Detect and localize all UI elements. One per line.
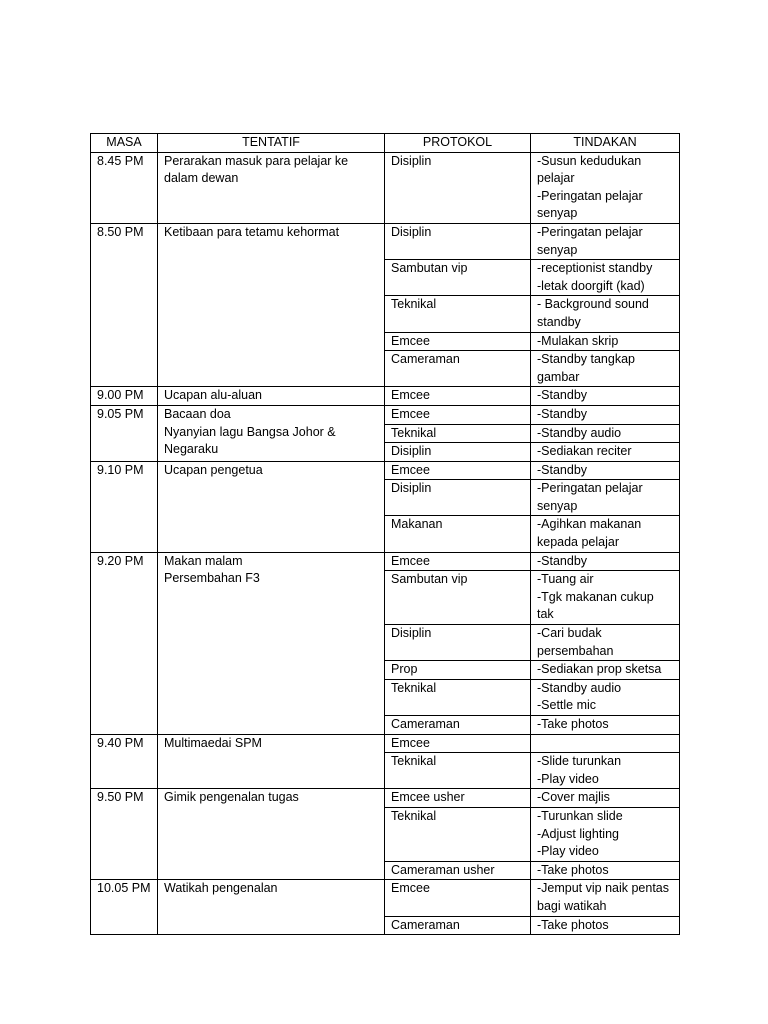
- tindakan-line: -Cari budak: [537, 626, 602, 641]
- tentatif-line: Bacaan doa: [164, 406, 231, 421]
- tentatif-line: Gimik pengenalan tugas: [164, 790, 299, 805]
- tindakan-line: - Background sound: [537, 297, 649, 312]
- protokol-cell: Disiplin: [385, 223, 531, 259]
- table-row: [91, 405, 680, 424]
- tindakan-line: pelajar: [537, 171, 575, 186]
- tentatif-cell: [158, 734, 385, 789]
- masa-cell: 8.50 PM: [91, 223, 158, 386]
- masa-cell: 9.20 PM: [91, 552, 158, 734]
- tentatif-line: Ucapan alu-aluan: [164, 388, 262, 403]
- tindakan-cell: [531, 571, 680, 625]
- tentatif-cell: [158, 152, 385, 223]
- tindakan-line: -Play video: [537, 844, 599, 859]
- tindakan-line: kepada pelajar: [537, 535, 620, 550]
- tindakan-line: persembahan: [537, 643, 614, 658]
- header-row: [91, 134, 680, 153]
- protokol-cell: Prop: [385, 661, 531, 680]
- tindakan-line: tak: [537, 607, 554, 622]
- protokol-cell: Sambutan vip: [385, 260, 531, 296]
- tindakan-cell: [531, 332, 680, 351]
- tindakan-cell: [531, 789, 680, 808]
- tindakan-line: senyap: [537, 242, 578, 257]
- tentatif-line: Persembahan F3: [164, 571, 260, 586]
- protokol-cell: Emcee usher: [385, 789, 531, 808]
- tindakan-cell: [531, 880, 680, 916]
- tindakan-line: -Standby: [537, 462, 588, 477]
- tindakan-cell: [531, 753, 680, 789]
- tindakan-line: senyap: [537, 206, 578, 221]
- tentatif-line: Makan malam: [164, 553, 243, 568]
- protokol-cell: Cameraman: [385, 351, 531, 387]
- tindakan-line: -Mulakan skrip: [537, 333, 619, 348]
- tindakan-line: -Standby audio: [537, 425, 622, 440]
- protokol-cell: Emcee: [385, 461, 531, 480]
- protokol-cell: Disiplin: [385, 625, 531, 661]
- tindakan-line: -Tuang air: [537, 572, 594, 587]
- tindakan-line: -Adjust lighting: [537, 826, 619, 841]
- header-protokol: PROTOKOL: [385, 134, 531, 153]
- table-row: [91, 461, 680, 480]
- tindakan-cell: [531, 661, 680, 680]
- tentatif-line: Perarakan masuk para pelajar ke: [164, 153, 349, 168]
- masa-cell: 10.05 PM: [91, 880, 158, 935]
- protokol-cell: Teknikal: [385, 296, 531, 332]
- table-row: [91, 152, 680, 223]
- tindakan-cell: [531, 152, 680, 223]
- masa-cell: 8.45 PM: [91, 152, 158, 223]
- tindakan-cell: [531, 516, 680, 552]
- tentatif-cell: [158, 552, 385, 734]
- schedule-table: [90, 133, 680, 935]
- tindakan-line: -Sediakan reciter: [537, 444, 632, 459]
- protokol-cell: Emcee: [385, 405, 531, 424]
- tindakan-line: -Play video: [537, 771, 599, 786]
- tindakan-line: -letak doorgift (kad): [537, 278, 645, 293]
- protokol-cell: Emcee: [385, 880, 531, 916]
- tindakan-cell: [531, 679, 680, 715]
- tindakan-line: -Take photos: [537, 917, 609, 932]
- masa-cell: 9.00 PM: [91, 387, 158, 406]
- tentatif-line: dalam dewan: [164, 171, 239, 186]
- tindakan-line: -Peringatan pelajar: [537, 481, 643, 496]
- tindakan-cell: [531, 223, 680, 259]
- tindakan-cell: [531, 424, 680, 443]
- tindakan-cell: [531, 734, 680, 753]
- table-row: [91, 223, 680, 259]
- protokol-cell: Disiplin: [385, 443, 531, 462]
- tindakan-line: -Standby audio: [537, 680, 622, 695]
- tentatif-line: Watikah pengenalan: [164, 881, 278, 896]
- tindakan-line: -Susun kedudukan: [537, 153, 642, 168]
- tindakan-cell: [531, 552, 680, 571]
- tentatif-line: Nyanyian lagu Bangsa Johor &: [164, 424, 336, 439]
- tindakan-cell: [531, 716, 680, 735]
- tentatif-cell: [158, 880, 385, 935]
- tindakan-line: -Slide turunkan: [537, 754, 622, 769]
- protokol-cell: Emcee: [385, 734, 531, 753]
- tindakan-cell: [531, 461, 680, 480]
- tindakan-line: -Standby: [537, 553, 588, 568]
- tentatif-line: Ucapan pengetua: [164, 462, 263, 477]
- tindakan-cell: [531, 260, 680, 296]
- tindakan-cell: [531, 405, 680, 424]
- tindakan-line: -Turunkan slide: [537, 808, 623, 823]
- tindakan-line: -Standby: [537, 388, 588, 403]
- tindakan-line: -Sediakan prop sketsa: [537, 662, 662, 677]
- tentatif-line: Ketibaan para tetamu kehormat: [164, 224, 340, 239]
- protokol-cell: Cameraman: [385, 916, 531, 935]
- protokol-cell: Teknikal: [385, 753, 531, 789]
- protokol-cell: Teknikal: [385, 424, 531, 443]
- tindakan-line: -Settle mic: [537, 698, 597, 713]
- tentatif-cell: [158, 223, 385, 386]
- tindakan-cell: [531, 351, 680, 387]
- tindakan-line: senyap: [537, 498, 578, 513]
- protokol-cell: Disiplin: [385, 152, 531, 223]
- table-body: [91, 152, 680, 935]
- header-masa: MASA: [91, 134, 158, 153]
- tindakan-line: -Peringatan pelajar: [537, 188, 643, 203]
- tentatif-line: Multimaedai SPM: [164, 735, 262, 750]
- protokol-cell: Cameraman usher: [385, 861, 531, 880]
- tindakan-line: gambar: [537, 369, 580, 384]
- tindakan-cell: [531, 625, 680, 661]
- tindakan-line: bagi watikah: [537, 898, 607, 913]
- table-row: [91, 387, 680, 406]
- table-row: [91, 734, 680, 753]
- tindakan-line: -Take photos: [537, 717, 609, 731]
- table-row: [91, 789, 680, 808]
- masa-cell: 9.10 PM: [91, 461, 158, 552]
- protokol-cell: Cameraman: [385, 716, 531, 735]
- masa-cell: 9.50 PM: [91, 789, 158, 880]
- tindakan-cell: [531, 443, 680, 462]
- protokol-cell: Emcee: [385, 552, 531, 571]
- tindakan-line: -receptionist standby: [537, 261, 653, 276]
- protokol-cell: Emcee: [385, 387, 531, 406]
- tindakan-line: -Standby tangkap: [537, 352, 635, 367]
- tentatif-line: Negaraku: [164, 442, 219, 457]
- tindakan-line: -Tgk makanan cukup: [537, 589, 654, 604]
- tentatif-cell: [158, 405, 385, 461]
- header-tentatif: TENTATIF: [158, 134, 385, 153]
- tindakan-line: -Jemput vip naik pentas: [537, 881, 670, 896]
- tindakan-cell: [531, 387, 680, 406]
- tentatif-cell: [158, 461, 385, 552]
- tindakan-line: -Standby: [537, 406, 588, 421]
- tindakan-line: -Cover majlis: [537, 790, 610, 805]
- protokol-cell: Disiplin: [385, 480, 531, 516]
- tentatif-cell: [158, 789, 385, 880]
- masa-cell: 9.05 PM: [91, 405, 158, 461]
- masa-cell: 9.40 PM: [91, 734, 158, 789]
- header-tindakan: TINDAKAN: [531, 134, 680, 153]
- protokol-cell: Teknikal: [385, 679, 531, 715]
- protokol-cell: Makanan: [385, 516, 531, 552]
- tindakan-line: -Agihkan makanan: [537, 517, 642, 532]
- tindakan-cell: [531, 296, 680, 332]
- table-header: [91, 134, 680, 153]
- tindakan-cell: [531, 807, 680, 861]
- table-row: [91, 880, 680, 916]
- protokol-cell: Emcee: [385, 332, 531, 351]
- tindakan-cell: [531, 861, 680, 880]
- tindakan-cell: [531, 480, 680, 516]
- tindakan-cell: [531, 916, 680, 935]
- tindakan-line: -Peringatan pelajar: [537, 224, 643, 239]
- tentatif-cell: [158, 387, 385, 406]
- tindakan-line: standby: [537, 314, 581, 329]
- tindakan-line: -Take photos: [537, 862, 609, 877]
- protokol-cell: Sambutan vip: [385, 571, 531, 625]
- protokol-cell: Teknikal: [385, 807, 531, 861]
- table-row: [91, 552, 680, 571]
